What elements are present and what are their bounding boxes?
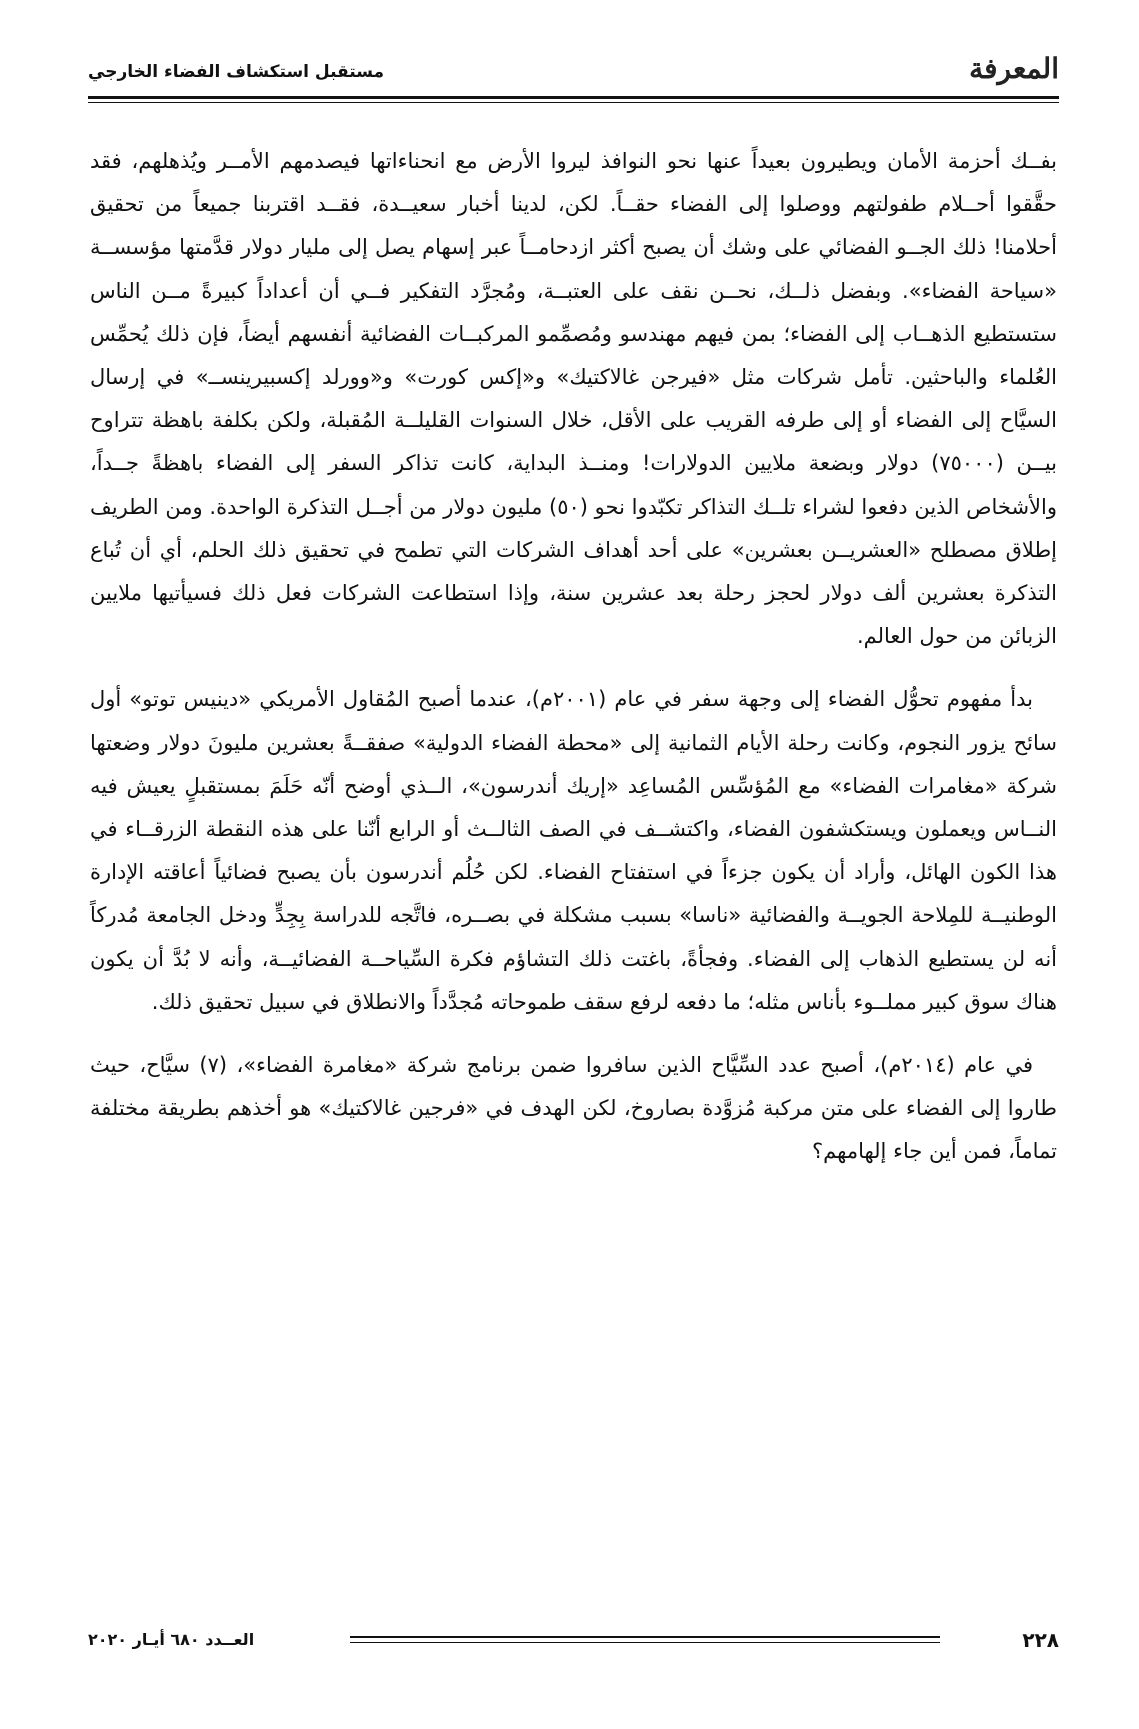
running-title: مستقبل استكشاف الفضاء الخارجي xyxy=(88,62,385,82)
page-footer xyxy=(88,1628,1059,1658)
page-number: ٢٢٨ xyxy=(1022,1628,1059,1652)
footer-rule-thick xyxy=(350,1636,940,1638)
paragraph-2: بدأ مفهوم تحوُّل الفضاء إلى وجهة سفر في عام (٢٠٠١م)، عندما أصبح المُقاول الأمريكي «دينيس توتو» أول سائح يزور النجوم، وكانت رحلة الأيام الثمانية إلى «محطة الفضاء الدولية» صفقــةً بعشرين مليونَ دولار وضعتها شركة «مغامرات الفضاء» مع المُؤسِّس المُساعِد «إريك أندرسون»، الــذي أوضح أنّه حَلَمَ بمستقبلٍ يعيش فيه النــاس ويعملون ويستكشفون الفضاء، واكتشــف في الصف الثالــث أو الرابع أنّنا على هذه النقطة الزرقــاء في هذا الكون الهائل، وأراد أن يكون جزءاً في استفتاح الفضاء. لكن حُلُم أندرسون بأن يصبح فضائياً أعاقته الإدارة الوطنيــة للمِلاحة الجويــة والفضائية «ناسا» بسبب مشكلة في بصــره، فاتَّجه للدراسة بِجِدٍّ ودخل الجامعة مُدركاً أنه لن يستطيع الذهاب إلى الفضاء. وفجأةً، باغتت ذلك التشاؤم فكرة السِّياحــة الفضائيــة، وأنه لا بُدَّ أن يكون هناك سوق كبير مملــوء بأناس مثله؛ ما دفعه لرفع سقف طموحاته مُجدَّداً والانطلاق في سبيل تحقيق ذلك. xyxy=(90,687,1057,1014)
header-rule-thin xyxy=(88,102,1059,103)
article-body xyxy=(90,140,1057,1174)
paragraph-1: بفــك أحزمة الأمان ويطيرون بعيداً عنها نحو النوافذ ليروا الأرض مع انحناءاتها فيصدمهم الأمــر ويُذهلهم، فقد حقَّقوا أحــلام طفولتهم ووصلوا إلى الفضاء حقــاً. لكن، لدينا أخبار سعيــدة، فقــد اقتربنا جميعاً من تحقيق أحلامنا! ذلك الجــو الفضائي على وشك أن يصبح أكثر ازدحامــاً عبر إسهام يصل إلى مليار دولار قدَّمتها مؤسســة «سياحة الفضاء». وبفضل ذلــك، نحــن نقف على العتبــة، ومُجرَّد التفكير فــي أن أعداداً كبيرةً مــن الناس ستستطيع الذهــاب إلى الفضاء؛ بمن فيهم مهندسو ومُصمِّمو المركبــات الفضائية أنفسهم أيضاً، فإن ذلك يُحمِّس العُلماء والباحثين. تأمل شركات مثل «فيرجن غالاكتيك» و«إكس كورت» و«وورلد إكسبيرينســ» في إرسال السيَّاح إلى الفضاء أو إلى طرفه القريب على الأقل، خلال السنوات القليلــة المُقبلة، ولكن بكلفة باهظة تتراوح بيــن (٧٥٠٠٠) دولار وبضعة ملايين الدولارات! ومنــذ البداية، كانت تذاكر السفر إلى الفضاء باهظةً جــداً، والأشخاص الذين دفعوا لشراء تلــك التذاكر تكبّدوا نحو (٥٠) مليون دولار من أجــل التذكرة الواحدة. ومن الطريف إطلاق مصطلح «العشريــن بعشرين» على أحد أهداف الشركات التي تطمح في تحقيق ذلك الحلم، أي أن تُباع التذكرة بعشرين ألف دولار لحجز رحلة بعد عشرين سنة، وإذا استطاعت الشركات فعل ذلك فسيأتيها ملايين الزبائن من حول العالم. xyxy=(90,149,1058,649)
paragraph-3: في عام (٢٠١٤م)، أصبح عدد السِّيَّاح الذين سافروا ضمن برنامج شركة «مغامرة الفضاء»، (٧) سيَّاح، حيث طاروا إلى الفضاء على متن مركبة مُزوَّدة بصاروخ، لكن الهدف في «فرجين غالاكتيك» هو أخذهم بطريقة مختلفة تماماً، فمن أين جاء إلهامهم؟ xyxy=(90,1053,1057,1164)
header-rule-thick xyxy=(88,96,1059,99)
page-header xyxy=(88,52,1059,92)
footer-rule-thin xyxy=(350,1642,940,1643)
issue-info: العــدد ٦٨٠ أيـار ٢٠٢٠ xyxy=(88,1630,255,1649)
magazine-logo: المعرفة xyxy=(969,52,1059,85)
